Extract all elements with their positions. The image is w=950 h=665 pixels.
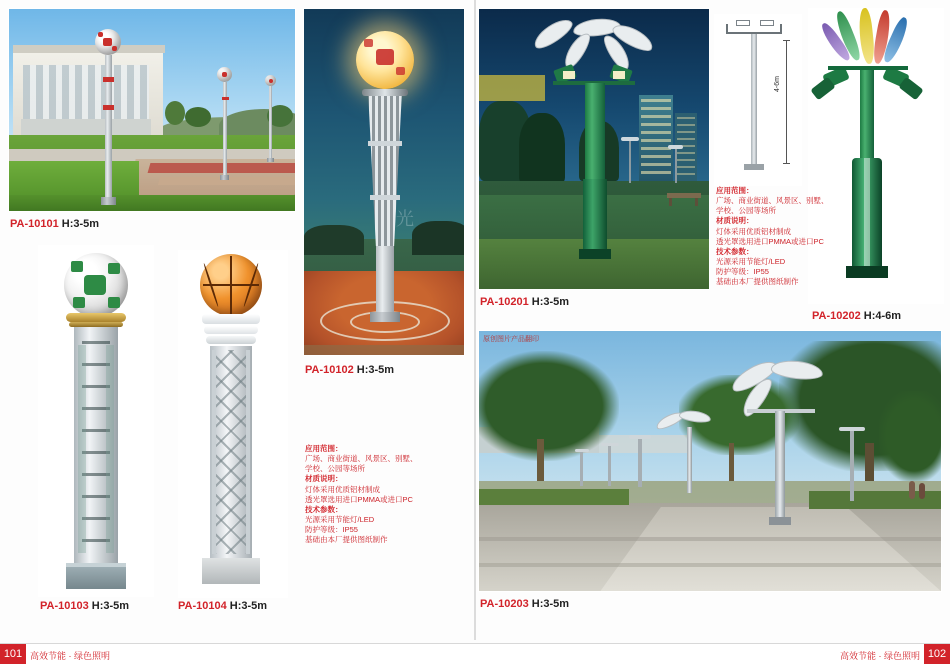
spec-tech-line3: 基础由本厂提供图纸制作 [716, 277, 799, 287]
spec-scope-line2: 学校、公园等场所 [305, 464, 365, 474]
dimension-label: 4-6m [774, 76, 781, 92]
footer-bar [0, 643, 950, 665]
product-code: PA-10201 [480, 296, 529, 308]
product-height: H:4-6m [863, 310, 902, 322]
footer-tagline-right: 高效节能 · 绿色照明 [840, 651, 920, 661]
photo-pa-10101 [8, 8, 296, 212]
caption-pa-10201 [480, 296, 569, 308]
spec-tech-line1: 光源采用节能灯/LED [716, 256, 786, 266]
product-code: PA-10101 [10, 218, 59, 230]
spec-block-left [305, 444, 418, 545]
product-height: H:3-5m [531, 598, 570, 610]
product-height: H:3-5m [91, 600, 130, 612]
spec-tech-line2: 防护等级：IP55 [305, 525, 358, 534]
spec-tech-line3: 基础由本厂提供图纸制作 [305, 535, 388, 545]
photo-pa-10203 [478, 330, 942, 592]
spec-material-title: 材质说明： [716, 216, 754, 226]
page-number-left: 101 [0, 644, 26, 664]
spec-material-line1: 灯体采用优质铝材制成 [305, 484, 380, 494]
photo-pa-10201 [478, 8, 710, 290]
product-height: H:3-5m [356, 364, 395, 376]
spec-material-line1: 灯体采用优质铝材制成 [716, 226, 791, 236]
photo-pa-10103 [38, 245, 154, 597]
page-number-right: 102 [924, 644, 950, 664]
spec-tech-title: 技术参数： [305, 504, 343, 514]
footer-tagline-left: 高效节能 · 绿色照明 [30, 651, 110, 661]
caption-pa-10103 [40, 600, 129, 612]
caption-pa-10202 [812, 310, 901, 322]
spec-material-line2: 透光罩选用进口PMMA或进口PC [305, 494, 413, 504]
product-code: PA-10202 [812, 310, 861, 322]
spec-block-right [716, 186, 829, 287]
caption-pa-10101 [10, 218, 99, 230]
product-code: PA-10203 [480, 598, 529, 610]
caption-pa-10203 [480, 598, 569, 610]
photo-pa-10104 [178, 250, 288, 598]
spec-scope-line2: 学校、公园等场所 [716, 206, 776, 216]
product-code: PA-10102 [305, 364, 354, 376]
product-code: PA-10103 [40, 600, 89, 612]
spec-tech-line1: 光源采用节能灯/LED [305, 514, 375, 524]
caption-pa-10102 [305, 364, 394, 376]
copyright-note: 原创图片产品翻印 [483, 336, 539, 343]
product-height: H:3-5m [229, 600, 268, 612]
product-height: H:3-5m [531, 296, 570, 308]
caption-pa-10104 [178, 600, 267, 612]
spec-material-line2: 透光罩选用进口PMMA或进口PC [716, 236, 824, 246]
spec-tech-title: 技术参数： [716, 246, 754, 256]
spec-tech-line2: 防护等级：IP55 [716, 267, 769, 276]
product-code: PA-10104 [178, 600, 227, 612]
spec-scope-title: 应用范围： [305, 444, 343, 453]
product-height: H:3-5m [61, 218, 100, 230]
spec-scope-line1: 广场、商业街道、风景区、别墅、 [716, 196, 829, 206]
photo-pa-10102: 光 [303, 8, 465, 356]
spec-scope-title: 应用范围： [716, 186, 754, 195]
spec-material-title: 材质说明： [305, 474, 343, 484]
drawing-pa-10202 [714, 14, 802, 186]
spec-scope-line1: 广场、商业街道、风景区、别墅、 [305, 454, 418, 464]
